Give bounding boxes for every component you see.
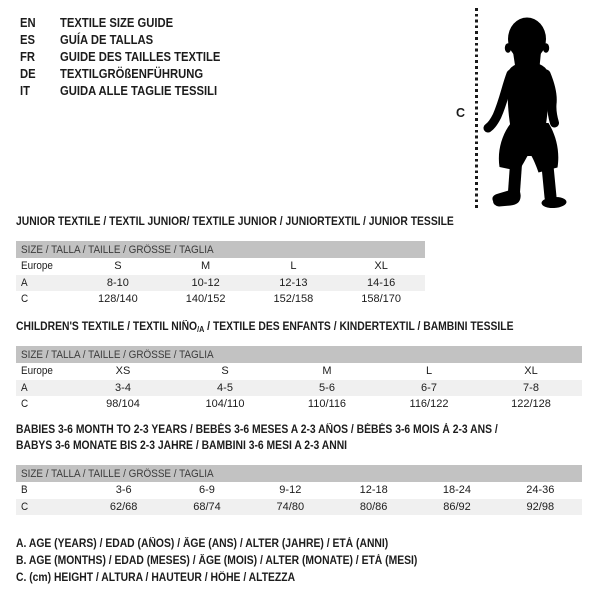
table-row (16, 396, 582, 413)
junior-size-table (16, 241, 425, 308)
row-label: Europe (21, 365, 53, 378)
lang-row-en (20, 14, 238, 31)
table-cell: 5-6 (276, 380, 378, 397)
table-cell: M (322, 365, 332, 378)
children-section-title (16, 320, 569, 338)
table-cell: 8-10 (74, 275, 162, 292)
table-cell: 10-12 (162, 275, 250, 292)
lang-code-en: EN (20, 15, 36, 30)
table-row (16, 258, 425, 275)
table-cell: 128/140 (97, 293, 138, 306)
table-cell: XL (374, 260, 388, 273)
row-label: Europe (21, 260, 53, 273)
table-cell: 9-12 (279, 484, 302, 497)
table-cell: 98/104 (106, 398, 140, 411)
table-cell: 110/116 (307, 398, 347, 411)
row-label: B (21, 484, 28, 497)
table-cell: 116/122 (409, 398, 449, 411)
table-cell: 86/92 (415, 499, 498, 516)
table-cell: 158/170 (361, 293, 401, 306)
legend-note-b: B. AGE (MONTHS) / EDAD (MESES) / ÂGE (MOIS) / ALTER (MONATE) / ETÀ (MESI) (16, 554, 418, 567)
babies-section-title (16, 423, 551, 454)
row-label: C (21, 293, 29, 306)
row-label: C (21, 398, 29, 411)
table-cell: 140/152 (185, 293, 226, 306)
lang-row-de (20, 66, 238, 83)
table-cell: 62/68 (82, 499, 165, 516)
lang-title-de: TEXTILGRÖßENFÜHRUNG (60, 67, 204, 82)
table-cell: 24-36 (526, 484, 555, 497)
table-row (16, 499, 582, 516)
children-size-header: SIZE / TALLA / TAILLE / GRÖSSE / TAGLIA (16, 346, 582, 363)
legend-note-c: C. (cm) HEIGHT / ALTURA / HAUTEUR / HÖHE / ALTEZZA (16, 571, 296, 584)
babies-title-line1: BABIES 3-6 MONTH TO 2-3 YEARS / BEBÉS 3-6 MESES A 2-3 AÑOS / BÉBÉS 3-6 MOIS À 2-3 ANS / (16, 424, 498, 436)
lang-title-es: GUÍA DE TALLAS (60, 32, 154, 47)
row-label: A (16, 275, 74, 292)
table-cell: XS (115, 365, 131, 378)
junior-size-header-row (16, 241, 425, 258)
table-cell: 6-7 (378, 380, 480, 397)
junior-section-title: JUNIOR TEXTILE / TEXTIL JUNIOR/ TEXTILE JUNIOR / JUNIORTEXTIL / JUNIOR TESSILE (16, 216, 454, 228)
table-cell: S (114, 260, 122, 273)
lang-row-es (20, 31, 238, 48)
table-cell: 7-8 (480, 380, 582, 397)
lang-code-de: DE (20, 67, 36, 82)
children-size-header-row (16, 346, 582, 363)
babies-size-header-row (16, 465, 582, 482)
row-label: C (16, 499, 82, 516)
children-title-post: / TEXTILE DES ENFANTS / KINDERTEXTIL / BAMBINI TESSILE (204, 321, 514, 333)
table-cell: L (425, 365, 433, 378)
table-cell: 122/128 (511, 398, 551, 411)
table-cell: 12-18 (359, 484, 388, 497)
table-cell: 152/158 (273, 293, 314, 306)
lang-row-fr (20, 48, 238, 65)
height-measure-dashed-line (475, 8, 478, 208)
junior-size-header: SIZE / TALLA / TAILLE / GRÖSSE / TAGLIA (16, 241, 425, 258)
lang-code-it: IT (20, 84, 30, 99)
table-cell: 18-24 (442, 484, 472, 497)
legend-note-a: A. AGE (YEARS) / EDAD (AÑOS) / ÂGE (ANS) / ALTER (JAHRE) / ETÀ (ANNI) (16, 537, 389, 550)
table-row (16, 380, 582, 397)
table-cell: M (201, 260, 211, 273)
table-cell: L (290, 260, 297, 273)
table-cell: XL (524, 365, 538, 378)
babies-size-header: SIZE / TALLA / TAILLE / GRÖSSE / TAGLIA (16, 465, 582, 482)
children-size-table (16, 346, 582, 413)
table-row (16, 275, 425, 292)
table-row (16, 291, 425, 308)
table-cell: 3-6 (115, 484, 132, 497)
lang-code-es: ES (20, 32, 36, 47)
table-cell: S (221, 365, 229, 378)
table-cell: 74/80 (249, 499, 332, 516)
table-cell: 4-5 (174, 380, 276, 397)
table-cell: 68/74 (165, 499, 248, 516)
baby-silhouette-icon (483, 8, 571, 208)
table-row (16, 482, 582, 499)
table-cell: 6-9 (199, 484, 215, 497)
children-title-pre: CHILDREN'S TEXTILE / TEXTIL NIÑO (16, 321, 198, 333)
children-title-sub: /A (197, 325, 205, 334)
table-cell: 104/110 (205, 398, 245, 411)
table-cell: 12-13 (250, 275, 338, 292)
language-title-block (20, 14, 238, 100)
lang-code-fr: FR (20, 49, 36, 64)
table-cell: 92/98 (499, 499, 582, 516)
table-cell: 14-16 (337, 275, 425, 292)
babies-size-table (16, 465, 582, 515)
legend-notes (16, 535, 462, 586)
row-label: A (16, 380, 72, 397)
babies-title-line2: BABYS 3-6 MONATE BIS 2-3 JAHRE / BAMBINI 3-6 MESI A 2-3 ANNI (16, 439, 348, 452)
lang-row-it (20, 83, 238, 100)
lang-title-fr: GUIDE DES TAILLES TEXTILE (60, 49, 221, 64)
height-measure-label: C (456, 106, 466, 120)
lang-title-en: TEXTILE SIZE GUIDE (60, 15, 174, 30)
table-cell: 3-4 (72, 380, 174, 397)
table-row (16, 363, 582, 380)
lang-title-it: GUIDA ALLE TAGLIE TESSILI (60, 84, 218, 99)
table-cell: 80/86 (332, 499, 415, 516)
